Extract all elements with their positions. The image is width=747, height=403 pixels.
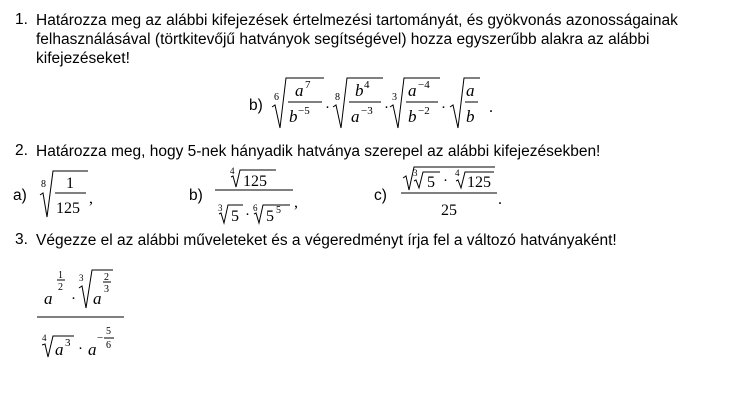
problem-3-number: 3. xyxy=(15,231,28,248)
comma: , xyxy=(294,194,298,211)
root-index: 4 xyxy=(42,333,47,343)
problem-1-part-b-label: b) xyxy=(249,97,263,114)
numerator-base: a xyxy=(44,289,53,308)
root-index: 6 xyxy=(274,92,279,103)
exponent-denominator: 6 xyxy=(106,340,111,351)
numerator: a xyxy=(466,81,475,100)
root-index: 3 xyxy=(218,203,223,213)
radical-sign xyxy=(450,78,480,128)
period: . xyxy=(489,99,493,116)
problem-2-part-b-label: b) xyxy=(189,187,203,204)
exponent-denominator: 3 xyxy=(104,284,109,295)
exponent-numerator: 1 xyxy=(58,270,63,281)
dot: · xyxy=(443,173,448,189)
period: . xyxy=(498,191,502,208)
root-index: 3 xyxy=(392,92,397,103)
dot: · xyxy=(384,100,389,116)
problem-1-number: 1. xyxy=(15,11,28,28)
root-index: 8 xyxy=(41,179,46,190)
radicand: 5 xyxy=(427,174,435,191)
dot: · xyxy=(245,207,250,223)
numerator: b xyxy=(355,81,364,100)
minus-sign: − xyxy=(97,332,104,344)
root-index: 6 xyxy=(253,203,258,213)
exponent-numerator: 5 xyxy=(106,326,111,337)
problem-2-part-a-label: a) xyxy=(13,187,27,204)
problem-1-text-line-2: felhasználásával (törtkitevőjű hatványok segítségével) hozza egyszerűbb alakra az alábbi xyxy=(36,31,650,48)
exponent: 7 xyxy=(305,79,311,91)
numerator: a xyxy=(295,81,304,100)
numerator: a xyxy=(408,81,417,100)
denominator: b xyxy=(289,107,298,126)
radicand: 5 xyxy=(266,208,274,225)
problem-2-part-c-label: c) xyxy=(374,187,387,204)
dot: · xyxy=(325,100,330,116)
radicand: a xyxy=(55,340,64,359)
exponent: 3 xyxy=(65,337,71,349)
root-index: 3 xyxy=(413,168,418,178)
problem-1-text-line-3: kifejezéseket! xyxy=(36,50,130,67)
exponent: 4 xyxy=(364,79,370,91)
radicand: 125 xyxy=(467,174,491,191)
denominator: 125 xyxy=(56,200,80,217)
denominator: 25 xyxy=(441,202,457,219)
problem-2-number: 2. xyxy=(15,142,28,159)
exponent: −3 xyxy=(361,105,373,117)
exponent-numerator: 2 xyxy=(104,272,109,283)
exponent-denominator: 2 xyxy=(58,282,63,293)
exponent: −5 xyxy=(298,105,310,117)
numerator: 1 xyxy=(66,175,74,192)
exponent: −2 xyxy=(418,105,430,117)
dot: · xyxy=(78,341,83,357)
dot: · xyxy=(441,100,446,116)
problem-1-text-line-1: Határozza meg az alábbi kifejezések értelmezési tartományát, és gyökvonás azonosságainak xyxy=(36,12,678,29)
numerator-value: 125 xyxy=(243,173,267,190)
root-index: 8 xyxy=(335,92,340,103)
root-index: 4 xyxy=(455,168,460,178)
dot: · xyxy=(71,291,76,307)
denominator-base: a xyxy=(88,340,97,359)
root-index: 4 xyxy=(230,166,235,176)
denominator: a xyxy=(351,107,360,126)
exponent: 5 xyxy=(276,205,281,216)
radicand: a xyxy=(93,289,102,308)
denominator: b xyxy=(408,107,417,126)
problem-2-text: Határozza meg, hogy 5-nek hányadik hatványa szerepel az alábbi kifejezésekben! xyxy=(36,143,601,160)
radicand: 5 xyxy=(231,208,239,225)
comma: , xyxy=(89,190,93,207)
exponent: −4 xyxy=(418,79,430,91)
denominator: b xyxy=(466,107,475,126)
root-index: 3 xyxy=(79,273,84,283)
problem-3-text: Végezze el az alábbi műveleteket és a végeredményt írja fel a változó hatványaként! xyxy=(36,232,617,249)
